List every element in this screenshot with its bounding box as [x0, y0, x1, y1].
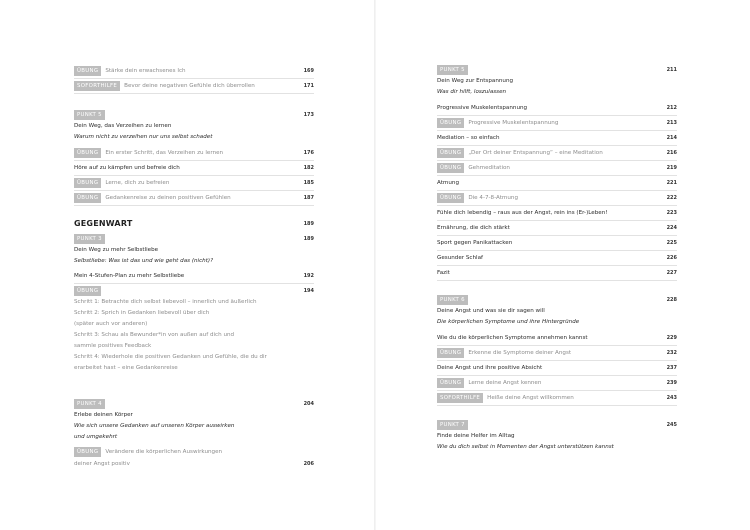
toc-chapter-gegenwart[interactable] [74, 218, 314, 230]
section-subtitle: Wie du dich selbst in Momenten der Angst unterstützen kannst [437, 444, 614, 450]
entry-text: Fazit [437, 270, 450, 276]
uebung-badge: ÜBUNG [437, 163, 464, 173]
entry-text: Gehmeditation [468, 165, 510, 171]
toc-entry[interactable] [74, 147, 314, 159]
uebung-badge: ÜBUNG [74, 286, 101, 296]
section-subtitle: Warum nicht zu verzeihen nur uns selbst schadet [74, 134, 213, 140]
page-number: 213 [666, 120, 677, 126]
punkt-badge: PUNKT 4 [74, 399, 105, 409]
toc-entry[interactable] [437, 377, 677, 389]
step-line: Schritt 1: Betrachte dich selbst liebevoll – innerlich und äußerlich [74, 299, 257, 305]
toc-entry[interactable] [437, 192, 677, 204]
section-title: Dein Weg, das Verzeihen zu lernen [74, 123, 172, 129]
soforthilfe-badge: SOFORTHILFE [74, 81, 120, 91]
page-number: 176 [303, 150, 314, 156]
uebung-badge: ÜBUNG [437, 193, 464, 203]
toc-entry[interactable] [437, 362, 677, 374]
punkt-badge: PUNKT 6 [437, 295, 468, 305]
page-number: 206 [303, 461, 314, 467]
page-number: 243 [666, 395, 677, 401]
entry-text: „Der Ort deiner Entspannung“ – eine Meditation [468, 150, 603, 156]
page-number: 171 [303, 83, 314, 89]
entry-text: Verändere die körperlichen Auswirkungen [105, 449, 223, 455]
page-number: 226 [666, 255, 677, 261]
soforthilfe-badge: SOFORTHILFE [437, 393, 483, 403]
toc-entry[interactable] [437, 162, 677, 174]
entry-text: Heiße deine Angst willkommen [487, 395, 574, 401]
entry-text: Erkenne die Symptome deiner Angst [468, 350, 572, 356]
entry-text: Höre auf zu kämpfen und befreie dich [74, 165, 180, 171]
page-number: 192 [303, 273, 314, 279]
page-number: 194 [303, 288, 314, 294]
toc-entry[interactable] [437, 147, 677, 159]
page-number: 185 [303, 180, 314, 186]
entry-text: Mediation – so einfach [437, 135, 500, 141]
entry-text: Fühle dich lebendig – raus aus der Angst, rein ins (Er-)Leben! [437, 210, 608, 216]
page-number: 216 [666, 150, 677, 156]
section-subtitle: und umgekehrt [74, 434, 118, 440]
toc-entry[interactable] [74, 162, 314, 174]
section-title: Deine Angst und was sie dir sagen will [437, 308, 545, 314]
step-line: Schritt 2: Sprich in Gedanken liebevoll über dich [74, 310, 210, 316]
page-number: 227 [666, 270, 677, 276]
toc-entry[interactable] [437, 332, 677, 344]
entry-text: Stärke dein erwachsenes Ich [105, 68, 186, 74]
toc-entry[interactable] [437, 102, 677, 114]
uebung-badge: ÜBUNG [74, 66, 101, 76]
toc-entry[interactable] [437, 222, 677, 234]
punkt-badge: PUNKT 5 [437, 65, 468, 75]
section-title: Dein Weg zur Entspannung [437, 78, 514, 84]
page-number: 204 [303, 401, 314, 407]
page-number: 229 [666, 335, 677, 341]
step-line: Schritt 4: Wiederhole die positiven Gedanken und Gefühle, die du dir [74, 354, 267, 360]
punkt-badge: PUNKT 7 [437, 420, 468, 430]
uebung-badge: ÜBUNG [74, 447, 101, 457]
page-number: 189 [303, 221, 314, 227]
uebung-badge: ÜBUNG [437, 378, 464, 388]
section-subtitle: Wie sich unsere Gedanken auf unseren Körper auswirken [74, 423, 235, 429]
entry-text: Wie du die körperlichen Symptome annehmen kannst [437, 335, 588, 341]
toc-entry[interactable] [74, 80, 314, 92]
uebung-badge: ÜBUNG [437, 118, 464, 128]
entry-text: Deine Angst und ihre positive Absicht [437, 365, 543, 371]
section-subtitle: Selbstliebe: Was ist das und wie geht das (nicht)? [74, 258, 214, 264]
page-number: 214 [666, 135, 677, 141]
page-number: 232 [666, 350, 677, 356]
punkt-badge: PUNKT 3 [74, 234, 105, 244]
punkt-badge: PUNKT 5 [74, 110, 105, 120]
toc-entry[interactable] [74, 65, 314, 77]
step-line: Schritt 3: Schau als Bewunder*in von außen auf dich und [74, 332, 235, 338]
uebung-badge: ÜBUNG [437, 348, 464, 358]
entry-text: Ernährung, die dich stärkt [437, 225, 510, 231]
entry-text: Gesunder Schlaf [437, 255, 483, 261]
toc-entry[interactable] [437, 347, 677, 359]
step-line: (später auch vor anderen) [74, 321, 148, 327]
uebung-badge: ÜBUNG [74, 178, 101, 188]
toc-entry[interactable] [437, 252, 677, 264]
toc-entry-continued[interactable] [74, 458, 314, 470]
toc-entry[interactable] [74, 446, 314, 458]
entry-text: Mein 4-Stufen-Plan zu mehr Selbstliebe [74, 273, 185, 279]
page-number: 221 [666, 180, 677, 186]
toc-entry[interactable] [437, 392, 677, 404]
toc-entry[interactable] [437, 177, 677, 189]
page-number: 222 [666, 195, 677, 201]
toc-entry[interactable] [437, 117, 677, 129]
page-number: 173 [303, 112, 314, 118]
page-number: 245 [666, 422, 677, 428]
section-title: Dein Weg zu mehr Selbstliebe [74, 247, 159, 253]
uebung-badge: ÜBUNG [74, 193, 101, 203]
section-title: Finde deine Helfer im Alltag [437, 433, 515, 439]
page-number: 224 [666, 225, 677, 231]
page-number: 228 [666, 297, 677, 303]
page-number: 169 [303, 68, 314, 74]
entry-text: Progressive Muskelentspannung [468, 120, 559, 126]
toc-entry[interactable] [74, 192, 314, 204]
toc-entry[interactable] [437, 267, 677, 279]
toc-entry[interactable] [437, 132, 677, 144]
toc-entry[interactable] [74, 270, 314, 282]
section-title: Erlebe deinen Körper [74, 412, 133, 418]
section-subtitle: Die körperlichen Symptome und ihre Hintergründe [437, 319, 580, 325]
step-line: erarbeitet hast – eine Gedankenreise [74, 365, 178, 371]
toc-entry[interactable] [437, 207, 677, 219]
entry-text: Progressive Muskelentspannung [437, 105, 528, 111]
page-number: 182 [303, 165, 314, 171]
entry-text: Bevor deine negativen Gefühle dich überrollen [124, 83, 255, 89]
page-number: 219 [666, 165, 677, 171]
entry-text: deiner Angst positiv [74, 461, 130, 467]
page-number: 223 [666, 210, 677, 216]
entry-text: Lerne, dich zu befreien [105, 180, 170, 186]
toc-entry[interactable] [74, 177, 314, 189]
entry-text: Die 4-7-8-Atmung [468, 195, 519, 201]
entry-text: Gedankenreise zu deinen positiven Gefühlen [105, 195, 231, 201]
entry-text: Ein erster Schritt, das Verzeihen zu lernen [105, 150, 224, 156]
toc-entry[interactable] [437, 237, 677, 249]
section-subtitle: Was dir hilft, loszulassen [437, 89, 507, 95]
page-number: 211 [666, 67, 677, 73]
entry-text: Lerne deine Angst kennen [468, 380, 542, 386]
entry-text: Atmung [437, 180, 460, 186]
uebung-badge: ÜBUNG [74, 148, 101, 158]
page-number: 189 [303, 236, 314, 242]
page-number: 239 [666, 380, 677, 386]
page-number: 225 [666, 240, 677, 246]
page-number: 187 [303, 195, 314, 201]
step-line: sammle positives Feedback [74, 343, 152, 349]
uebung-badge: ÜBUNG [437, 148, 464, 158]
page-number: 212 [666, 105, 677, 111]
chapter-heading: GEGENWART [74, 219, 133, 228]
page-number: 237 [666, 365, 677, 371]
entry-text: Sport gegen Panikattacken [437, 240, 513, 246]
page-gutter [374, 0, 376, 530]
